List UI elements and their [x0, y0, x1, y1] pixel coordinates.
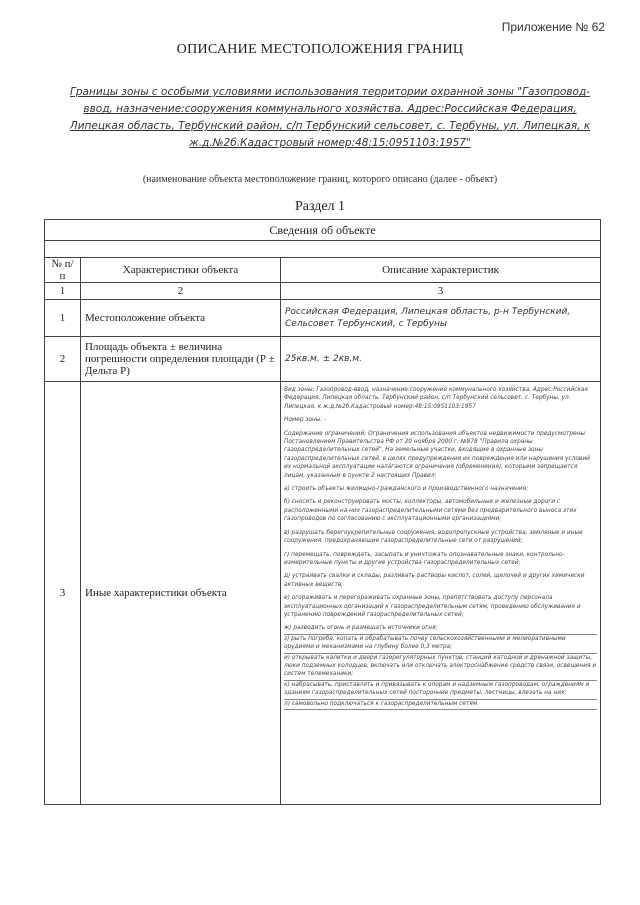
table-row — [45, 337, 601, 382]
restriction-paragraph: л) самовольно подключаться к газораспределительным сетям. — [284, 700, 597, 710]
table-row — [45, 382, 601, 805]
row-characteristic: Иные характеристики объекта — [81, 382, 281, 805]
row-number: 2 — [45, 337, 81, 382]
row-value: Российская Федерация, Липецкая область, р-н Тербунский, Сельсовет Тербунский, с Тербуны — [281, 300, 601, 337]
row-value-restrictions — [281, 382, 601, 805]
restriction-paragraph: б) сносить и реконструировать мосты, коллекторы, автомобильные и железные дороги с расположенными на них газораспределительными сетями без предварительного выноса этих газопроводов по согласованию с эксплуатационными организациями; — [284, 499, 577, 523]
appendix-number: Приложение № 62 — [501, 20, 605, 34]
row-characteristic: Площадь объекта ± величина погрешности определения площади (Р ± Дельта Р) — [81, 337, 281, 382]
name-note: (наименование объекта местоположение границ, которого описано (далее - объект) — [142, 174, 498, 185]
restriction-paragraph: а) строить объекты жилищно-гражданского и производственного назначения; — [284, 486, 529, 493]
restriction-paragraph: е) огораживать и перегораживать охранные зоны, препятствовать доступу персонала эксплуатационных организаций к газораспределительным сетям, проведению обслуживания и устранению повреждений газораспределительных сетей; — [284, 595, 581, 618]
col-header-num: № п/п — [45, 258, 81, 283]
section-title: Раздел 1 — [294, 199, 346, 214]
table-empty-row — [45, 241, 601, 258]
col-header-char: Характеристики объекта — [81, 258, 281, 283]
restriction-paragraph: з) рыть погреба, копать и обрабатывать почву сельскохозяйственными и мелиоративными орудиями и механизмами на глубину более 0,3 метра; — [284, 635, 597, 654]
object-header-cell: Сведения об объекте — [45, 220, 601, 241]
table-object-header-row — [45, 220, 601, 241]
restriction-paragraph: в) разрушать берегоукрепительные сооружения, водопропускные устройства, земляные и иные сооружения, предохраняющие газораспределительные сети от разрушений; — [284, 529, 583, 545]
object-table — [44, 219, 601, 805]
row-number: 3 — [45, 382, 81, 805]
table-header-row — [45, 258, 601, 283]
empty-cell — [45, 241, 601, 258]
restriction-paragraph: к) набрасывать, приставлять и привязывать к опорам и надземным газопроводам, ограждениям и зданиям газораспределительных сетей посторонние предметы, лестницы, влезать на них; — [284, 681, 597, 700]
col-header-desc: Описание характеристик — [281, 258, 601, 283]
document-title: ОПИСАНИЕ МЕСТОПОЛОЖЕНИЯ ГРАНИЦ — [176, 42, 464, 57]
restriction-paragraph: г) перемещать, повреждать, засыпать и уничтожать опознавательные знаки, контрольно-измерительные пункты и другие устройства газораспределительных сетей; — [284, 551, 565, 566]
restriction-paragraph: ж) разводить огонь и размещать источники огня; — [284, 624, 597, 634]
restriction-paragraph: д) устраивать свалки и склады, разливать растворы кислот, солей, щелочей и других химически активных веществ; — [284, 573, 585, 588]
restriction-paragraph: Номер зоны: - — [284, 417, 327, 424]
restriction-paragraph: Вид зоны: Газопровод-ввод, назначение:сооружения коммунального хозяйства. Адрес:Российская Федерация, Липецкая область, Тербунский район, с/п Тербунский сельсовет, с. Тербуны, ул. Липецкая, к ж.д.№2б.Кадастровый номер:48:15:0951103:1957 — [284, 387, 588, 410]
table-number-row — [45, 283, 601, 300]
row-number: 1 — [45, 300, 81, 337]
col-number-1: 1 — [45, 283, 81, 300]
col-number-2: 2 — [81, 283, 281, 300]
row-characteristic: Местоположение объекта — [81, 300, 281, 337]
row-value: 25кв.м. ± 2кв.м. — [281, 337, 601, 382]
table-row — [45, 300, 601, 337]
restriction-paragraph: и) открывать калитки и двери газорегуляторных пунктов, станций катодной и дренажной защиты, люки подземных колодцев, включать или отключать электроснабжение средств связи, освещения и систем телемеханики; — [284, 654, 597, 681]
restriction-paragraph: Содержание ограничений: Ограничения использования объектов недвижимости предусмотрены Постановлением Правительства РФ от 20 ноября 2000 г. №878 "Правила охраны газораспределительных сетей". На земельные участки, входящие в охранные зоны газораспределительных сетей, в целях предупреждения их повреждения или нарушения условий их нормальной эксплуатации налагаются ограничения (обременения), которыми запрещается лицам, указанным в пункте 2 настоящих Правил: — [284, 430, 590, 479]
col-number-3: 3 — [281, 283, 601, 300]
zone-description: Границы зоны с особыми условиями использования территории охранной зоны "Газопровод-ввод, назначение:сооружения коммунального хозяйства. Адрес:Российская Федерация, Липецкая область, Тербунский район, с/п Тербунский сельсовет, с. Тербуны, ул. Липецкая, к ж.д.№2б.Кадастровый номер:48:15:0951103:1957" — [69, 86, 591, 149]
